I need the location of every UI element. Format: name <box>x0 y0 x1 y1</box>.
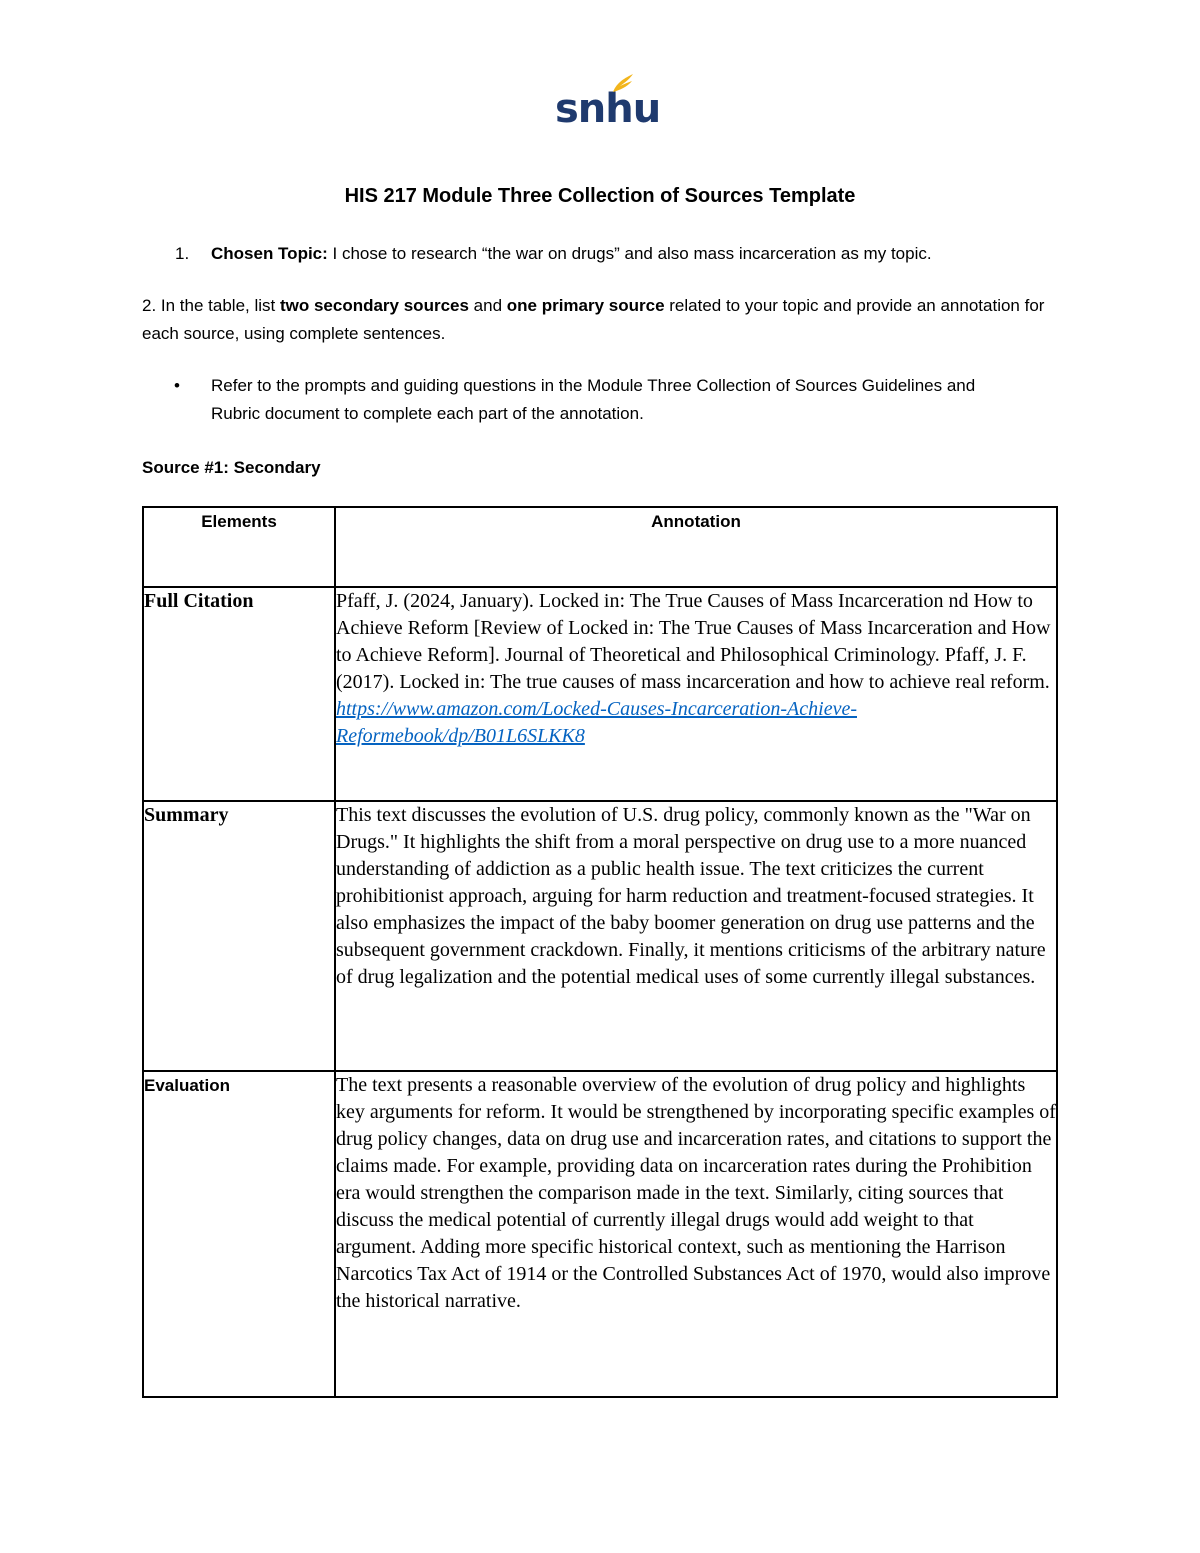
instruction-bold1: two secondary sources <box>279 296 469 315</box>
chosen-topic <box>175 240 1075 268</box>
table-row <box>143 801 1057 1071</box>
citation-text: Pfaff, J. (2024, January). Locked in: The True Causes of Mass Incarceration nd How to Achieve Reform [Review of Locked in: The True Causes of Mass Incarceration and How to Achieve Reform]. Journal of Theoretical and Philosophical Criminology. Pfaff, J. F. (2017). Locked in: The true causes of mass incarceration and how to achieve real reform. <box>336 590 1051 693</box>
citation-label: Full Citation <box>143 587 335 801</box>
instruction-part2: and <box>468 296 507 315</box>
citation-link-line1: https://www.amazon.com/Locked-Causes-Incarceration-Achieve- <box>336 698 857 720</box>
page-title: HIS 217 Module Three Collection of Sources Template <box>344 185 856 207</box>
source-table <box>142 506 1058 1398</box>
instruction-part1: 2. In the table, list <box>142 296 280 315</box>
table-header-row <box>143 507 1057 587</box>
snhu-logo <box>555 72 661 134</box>
bullet-icon: • <box>174 376 180 395</box>
topic-text: I chose to research “the war on drugs” and also mass incarceration as my topic. <box>327 244 932 263</box>
summary-label: Summary <box>143 801 335 1071</box>
header-annotation: Annotation <box>335 507 1057 587</box>
instruction-part3: related to your topic and provide an annotation for each source, using complete sentences. <box>142 296 1045 343</box>
source-heading: Source #1: Secondary <box>142 458 321 477</box>
evaluation-cell: The text presents a reasonable overview of the evolution of drug policy and highlights key arguments for reform. It would be strengthened by incorporating specific examples of drug policy changes, data on drug use and incarceration rates, and citations to support the claims made. For example, providing data on incarceration rates during the Prohibition era would strengthen the comparison made in the text. Similarly, citing sources that discuss the medical potential of currently illegal drugs would add weight to that argument. Adding more specific historical context, such as mentioning the Harrison Narcotics Tax Act of 1914 or the Controlled Substances Act of 1970, would also improve the historical narrative. <box>335 1071 1057 1397</box>
summary-cell: This text discusses the evolution of U.S. drug policy, commonly known as the "War on Drugs." It highlights the shift from a moral perspective on drug use to a more nuanced understanding of addiction as a public health issue. The text criticizes the current prohibitionist approach, arguing for harm reduction and treatment-focused strategies. It also emphasizes the impact of the baby boomer generation on drug use patterns and the subsequent government crackdown. Finally, it mentions criticisms of the arbitrary nature of drug legalization and the potential medical uses of some currently illegal substances. <box>335 801 1057 1071</box>
bullet-text: Refer to the prompts and guiding questions in the Module Three Collection of Sources Guidelines and Rubric document to complete each part of the annotation. <box>211 376 976 423</box>
citation-cell <box>335 587 1057 801</box>
citation-link-line2: Reformebook/dp/B01L6SLKK8 <box>336 725 585 747</box>
table-row <box>143 1071 1057 1397</box>
header-elements: Elements <box>143 507 335 587</box>
citation-link[interactable] <box>336 698 857 747</box>
instruction-paragraph <box>142 292 1062 348</box>
table-row <box>143 587 1057 801</box>
evaluation-label: Evaluation <box>143 1071 335 1397</box>
flame-icon <box>611 72 635 94</box>
instruction-bold2: one primary source <box>506 296 665 315</box>
logo-text: snhu <box>555 86 661 132</box>
topic-label: Chosen Topic: <box>211 244 328 263</box>
topic-number: 1. <box>175 244 190 263</box>
